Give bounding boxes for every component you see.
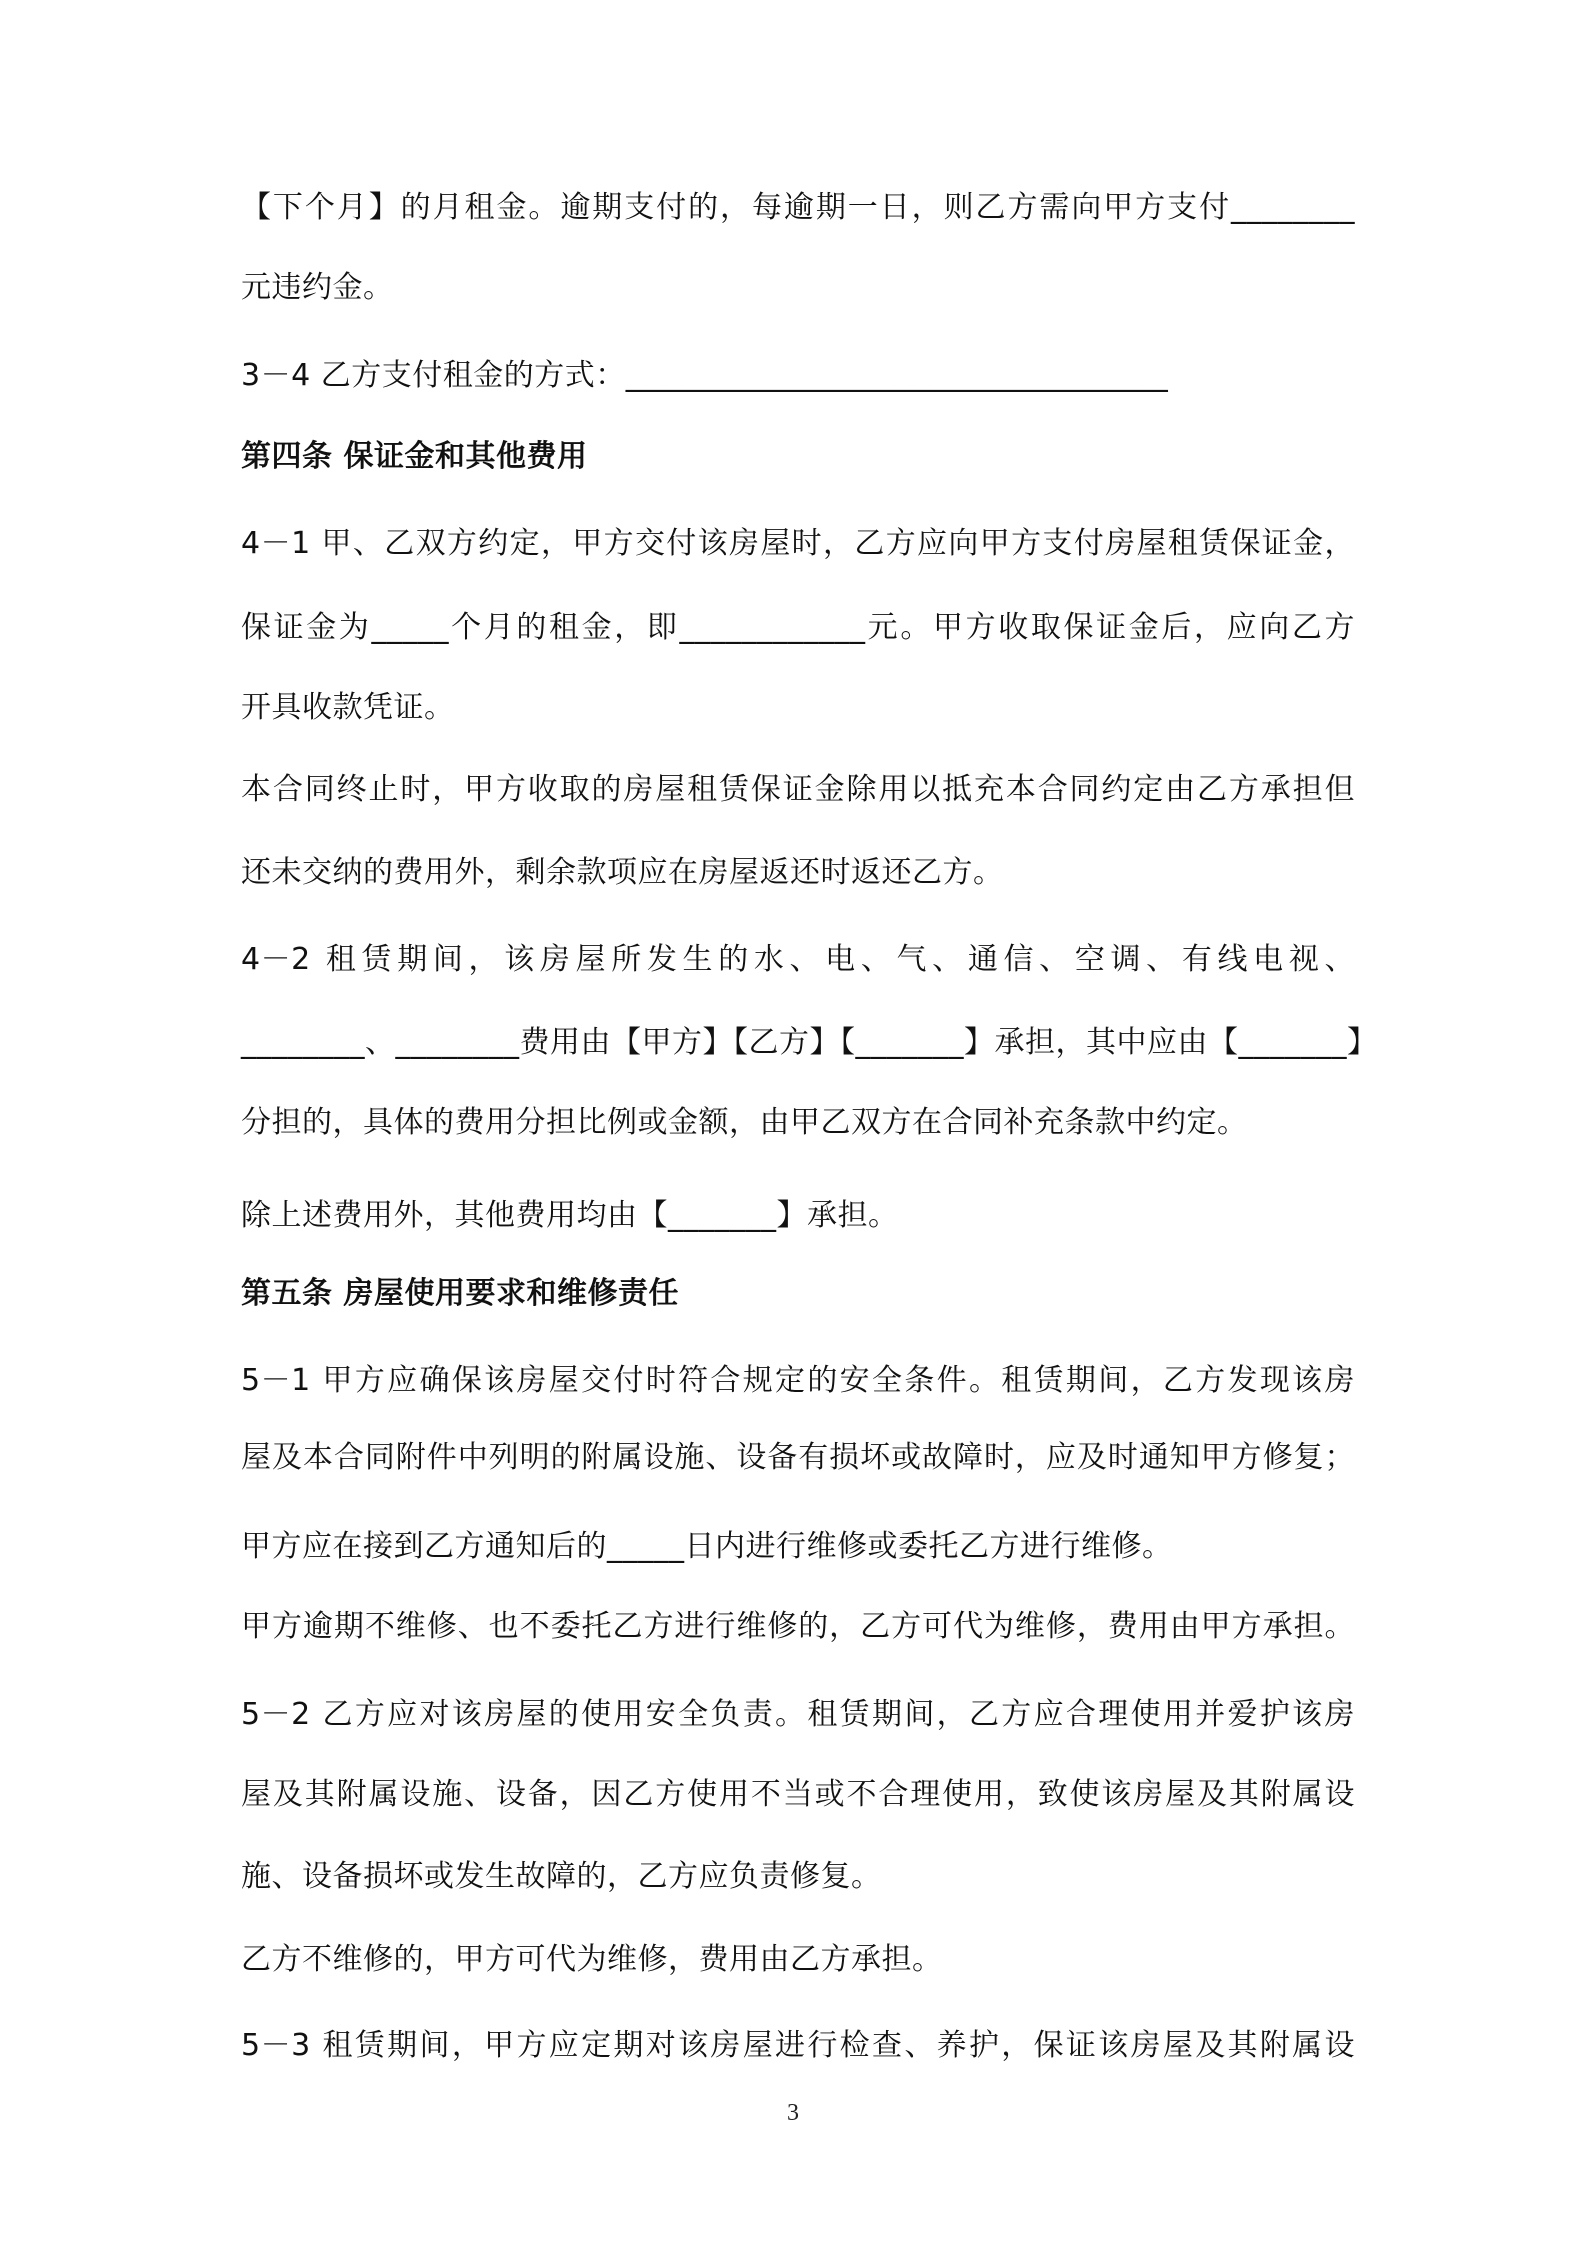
text-line: 开具收款凭证。 <box>241 690 455 725</box>
section-heading: 第四条 保证金和其他费用 <box>241 439 588 474</box>
text-line: 还未交纳的费用外，剩余款项应在房屋返还时返还乙方。 <box>241 855 1004 890</box>
text-line: 甲方逾期不维修、也不委托乙方进行维修的，乙方可代为维修，费用由甲方承担。 <box>241 1609 1355 1644</box>
text-line: 施、设备损坏或发生故障的，乙方应负责修复。 <box>241 1859 882 1894</box>
page-number: 3 <box>787 2100 799 2126</box>
text-line: 5－3 租赁期间，甲方应定期对该房屋进行检查、养护，保证该房屋及其附属设 <box>241 2028 1355 2063</box>
text-line: 5－1 甲方应确保该房屋交付时符合规定的安全条件。租赁期间，乙方发现该房 <box>241 1363 1355 1398</box>
text-line: 4－2 租赁期间，该房屋所发生的水、电、气、通信、空调、有线电视、 <box>241 942 1355 977</box>
text-line: 甲方应在接到乙方通知后的_____日内进行维修或委托乙方进行维修。 <box>241 1529 1173 1564</box>
text-line: 保证金为_____个月的租金，即____________元。甲方收取保证金后，应向乙方 <box>241 610 1355 645</box>
text-line: 除上述费用外，其他费用均由【_______】承担。 <box>241 1198 899 1233</box>
text-line: 分担的，具体的费用分担比例或金额，由甲乙双方在合同补充条款中约定。 <box>241 1105 1248 1140</box>
text-line: 元违约金。 <box>241 270 394 305</box>
text-line: ________、________费用由【甲方】【乙方】【_______】承担，其中应由【_______】 <box>241 1025 1378 1060</box>
text-line: 乙方不维修的，甲方可代为维修，费用由乙方承担。 <box>241 1942 943 1977</box>
text-line: 【下个月】的月租金。逾期支付的，每逾期一日，则乙方需向甲方支付________ <box>241 190 1355 225</box>
text-line: 屋及本合同附件中列明的附属设施、设备有损坏或故障时，应及时通知甲方修复； <box>241 1440 1355 1475</box>
text-line: 3－4 乙方支付租金的方式：___________________________________ <box>241 358 1169 393</box>
section-heading: 第五条 房屋使用要求和维修责任 <box>241 1276 679 1311</box>
text-line: 屋及其附属设施、设备，因乙方使用不当或不合理使用，致使该房屋及其附属设 <box>241 1777 1355 1812</box>
text-line: 4－1 甲、乙双方约定，甲方交付该房屋时，乙方应向甲方支付房屋租赁保证金， <box>241 526 1355 561</box>
text-line: 5－2 乙方应对该房屋的使用安全负责。租赁期间，乙方应合理使用并爱护该房 <box>241 1697 1355 1732</box>
text-line: 本合同终止时，甲方收取的房屋租赁保证金除用以抵充本合同约定由乙方承担但 <box>241 772 1355 807</box>
